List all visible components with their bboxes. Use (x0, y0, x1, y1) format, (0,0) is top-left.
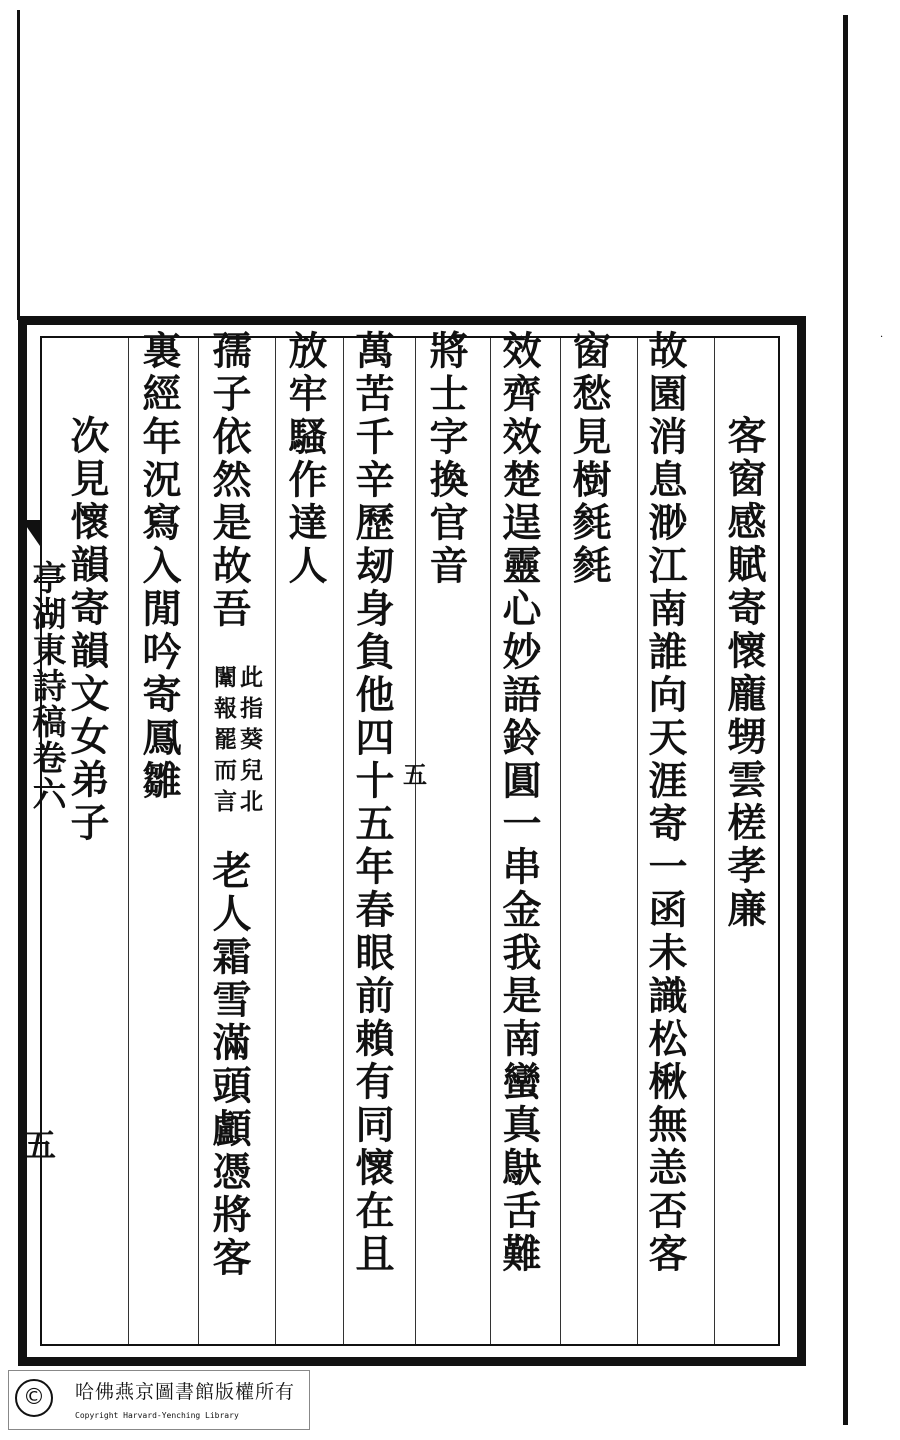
text-column-6: 萬苦千辛歷刼身負他四十五年春眼前賴有同懷在且 (349, 330, 395, 1276)
text-column-8-bottom: 老人霜雪滿頭顱憑將客 (206, 850, 252, 1280)
column-rule (275, 338, 276, 1344)
text-column-7: 放牢騷作達人 (282, 330, 328, 588)
edge-mark: · (880, 332, 884, 343)
poem-title-2: 次見懷韻寄韻文女弟子 (64, 415, 110, 845)
text-column-3: 窗愁見樹毵毵 (566, 330, 612, 588)
folio-title: 亭湖東詩稿卷六 (26, 560, 66, 812)
copyright-icon: © (15, 1379, 53, 1417)
copyright-stamp (8, 1370, 310, 1430)
column-rule (343, 338, 344, 1344)
column-rule (714, 338, 715, 1344)
text-column-9: 裏經年況寫入閒吟寄鳳雛 (136, 330, 182, 803)
right-page-edge-rule (843, 15, 848, 1425)
column-rule (198, 338, 199, 1344)
column-rule (560, 338, 561, 1344)
text-column-8-top: 孺子依然是故吾 (206, 330, 252, 631)
marginal-handwritten-mark: 五 (403, 760, 427, 789)
interlinear-note: 此指葵兒北闈報罷而言 (210, 665, 263, 820)
copyright-chinese: 哈佛燕京圖書館版權所有 (75, 1381, 296, 1403)
poem-title-1: 客窗感賦寄懷龐甥雲槎孝廉 (721, 415, 767, 931)
column-rule (637, 338, 638, 1344)
folio-page-number: 五 (24, 1126, 57, 1164)
text-column-4: 效齊效楚逞靈心妙語鈴圓一串金我是南蠻真鴃舌難 (496, 330, 542, 1276)
column-rule (490, 338, 491, 1344)
fishtail-mark (22, 520, 40, 546)
left-top-rule (17, 10, 20, 320)
column-rule (415, 338, 416, 1344)
copyright-english: Copyright Harvard-Yenching Library (75, 1411, 239, 1420)
text-column-5: 將士字換官音 (423, 330, 469, 588)
text-column-2: 故園消息渺江南誰向天涯寄一函未識松楸無恙否客 (642, 330, 688, 1276)
column-rule (128, 338, 129, 1344)
